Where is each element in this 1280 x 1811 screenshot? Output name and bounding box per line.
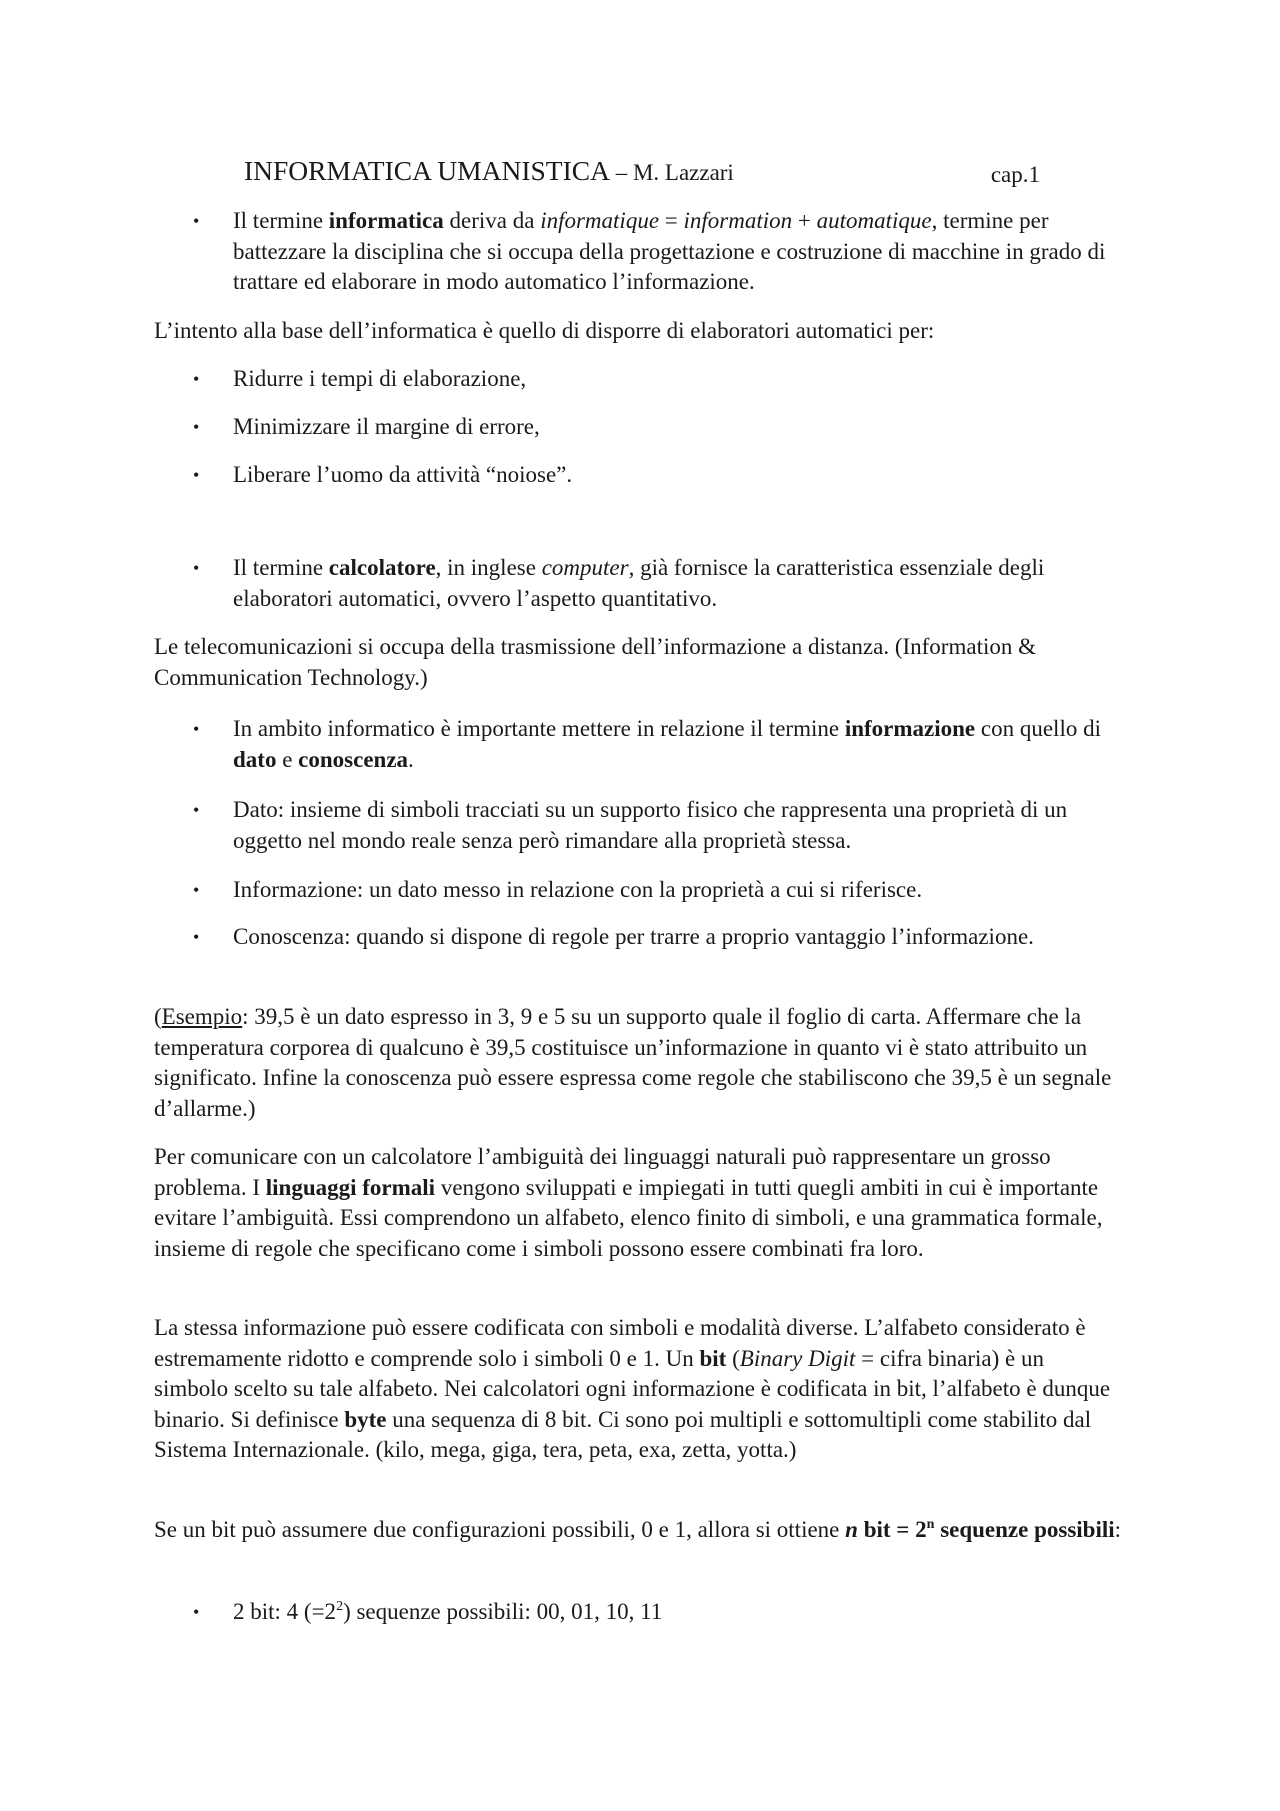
page-header <box>244 156 1040 192</box>
list-item-goal <box>193 364 1128 395</box>
paragraph-linguaggi: Per comunicare con un calcolatore l’ambiguità dei linguaggi naturali può rappresentare un grosso problema. I linguaggi formali vengono sviluppati e impiegati in tutti quegli ambiti in cui è importante evitare l’ambiguità. Essi comprendono un alfabeto, elenco finito di simboli, e una grammatica formale, insieme di regole che specificano come i simboli possono essere combinati fra loro. <box>154 1144 1103 1261</box>
bullet-text: 2 bit: 4 $(=2^2)$ sequenze possibili: 00, 01, 10, 11 <box>233 1599 663 1624</box>
bullet-marker: • <box>193 880 200 900</box>
bullet-marker: • <box>193 719 200 739</box>
header-author: – M. Lazzari <box>609 160 734 185</box>
bullet-dato <box>193 795 1128 856</box>
bullet-text: Informazione: un dato messo in relazione con la proprietà a cui si riferisce. <box>233 877 923 902</box>
bullet-text: Dato: insieme di simboli tracciati su un supporto fisico che rappresenta una proprietà di un oggetto nel mondo reale senza però rimandare alla proprietà stessa. <box>233 797 1068 853</box>
bullet-2bit <box>193 1597 1128 1628</box>
header-chapter: cap.1 <box>990 162 1040 187</box>
bullet-text: Il termine informatica deriva da informatique = information + automatique, termine per battezzare la disciplina che si occupa della progettazione e costruzione di macchine in grado di trattare ed elaborare in modo automatico l’informazione. <box>233 208 1106 294</box>
bullet-marker: • <box>193 417 200 437</box>
esempio-label: Esempio <box>161 1004 243 1029</box>
bullet-text: In ambito informatico è importante mettere in relazione il termine informazione con quello di dato e conoscenza. <box>233 716 1101 772</box>
bullet-calcolatore <box>193 553 1128 614</box>
bullet-informazione <box>193 875 1128 906</box>
bullet-marker: • <box>193 927 200 947</box>
header-title: INFORMATICA UMANISTICA <box>244 155 610 186</box>
paragraph-telecom: Le telecomunicazioni si occupa della trasmissione dell’informazione a distanza. (Information & Communication Technology.) <box>154 634 1036 690</box>
paragraph-bit: La stessa informazione può essere codificata con simboli e modalità diverse. L’alfabeto considerato è estremamente ridotto e comprende solo i simboli 0 e 1. Un bit (Binary Digit = cifra binaria) è un simbolo scelto su tale alfabeto. Nei calcolatori ogni informazione è codificata in bit, l’alfabeto è dunque binario. Si definisce byte una sequenza di 8 bit. Ci sono poi multipli e sottomultipli come stabilito dal Sistema Internazionale. (kilo, mega, giga, tera, peta, exa, zetta, yotta.) <box>154 1315 1111 1462</box>
paragraph-esempio: (Esempio: 39,5 è un dato espresso in 3, 9 e 5 su un supporto quale il foglio di carta. Affermare che la temperatura corporea di qualcuno è 39,5 costituisce un’informazione in quanto vi è stato attribuito un significato. Infine la conoscenza può essere espressa come regole che stabiliscono che 39,5 è un segnale d’allarme.) <box>154 1004 1112 1121</box>
paragraph-intent: L’intento alla base dell’informatica è quello di disporre di elaboratori automatici per: <box>154 318 935 343</box>
bullet-text: Il termine calcolatore, in inglese computer, già fornisce la caratteristica essenziale degli elaboratori automatici, ovvero l’aspetto quantitativo. <box>233 555 1045 611</box>
bullet-text: Ridurre i tempi di elaborazione, <box>233 366 527 391</box>
bullet-ambito <box>193 714 1128 775</box>
bullet-marker: • <box>193 800 200 820</box>
bullet-marker: • <box>193 211 200 231</box>
bullet-marker: • <box>193 465 200 485</box>
bullet-marker: • <box>193 558 200 578</box>
bullet-conoscenza <box>193 922 1128 953</box>
list-item-goal <box>193 460 1128 491</box>
bullet-marker: • <box>193 369 200 389</box>
bullet-informatica <box>193 206 1128 298</box>
bullet-text: Liberare l’uomo da attività “noiose”. <box>233 462 573 487</box>
bullet-marker: • <box>193 1602 200 1622</box>
bullet-text: Minimizzare il margine di errore, <box>233 414 540 439</box>
bullet-text: Conoscenza: quando si dispone di regole per trarre a proprio vantaggio l’informazione. <box>233 924 1034 949</box>
paragraph-config: Se un bit può assumere due configurazioni possibili, 0 e 1, allora si ottiene n bit = $2^n$ sequenze possibili: <box>154 1517 1122 1542</box>
list-item-goal <box>193 412 1128 443</box>
